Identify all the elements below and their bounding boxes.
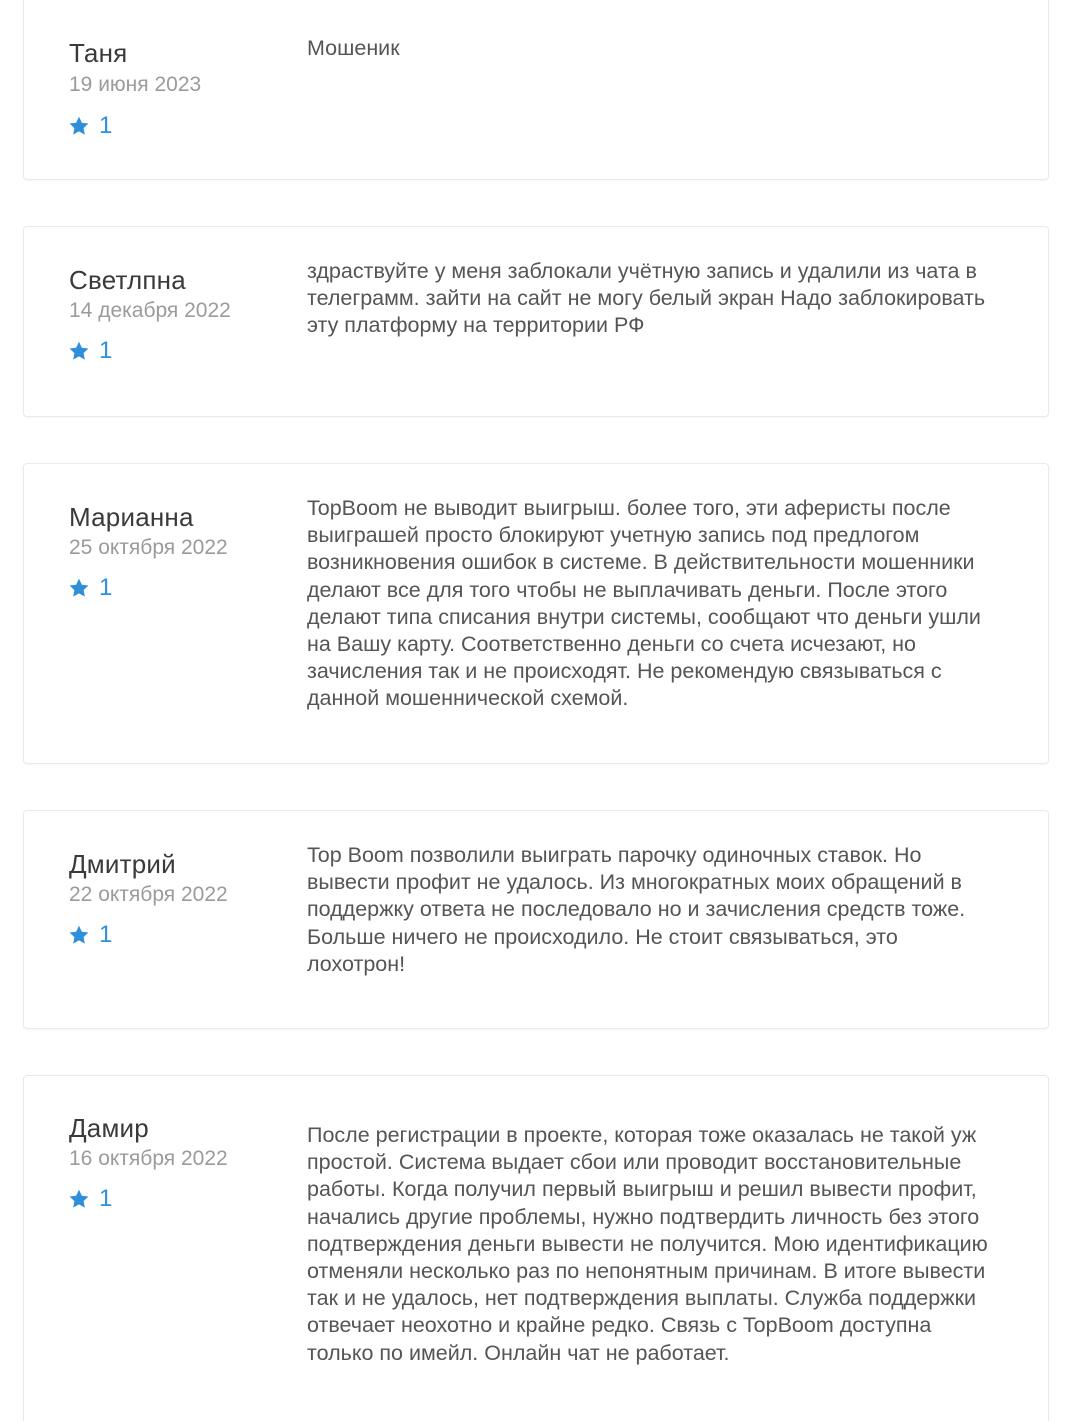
review-card [23,810,1049,1029]
review-date: 19 июня 2023 [69,73,202,96]
review-rating [68,1185,112,1213]
review-card [23,463,1049,764]
review-card [23,226,1049,417]
review-date: 25 октября 2022 [69,536,228,559]
review-date: 14 декабря 2022 [69,299,231,322]
review-author: Светлпна [69,265,186,295]
rating-value: 1 [99,337,113,364]
star-icon [68,1188,90,1210]
review-rating [68,921,112,949]
review-rating [68,112,112,140]
review-text: Мошеник [307,36,400,60]
review-card [23,1075,1049,1421]
review-date: 16 октября 2022 [69,1147,228,1170]
review-rating [68,574,112,602]
rating-value: 1 [99,1185,113,1212]
star-icon [68,577,90,599]
review-text: После регистрации в проекте, которая тоже оказалась не такой уж простой. Система выдает сбои или проводит восстановительные работы. Когда получил первый выигрыш и решил вывести профит, начались другие проблемы, нужно подтвердить личность без этого подтверждения деньги вывести не получится. Мою идентификацию отменяли несколько раз по непонятным причинам. В итоге вывести так и не удалось, нет подтверждения выплаты. Служба поддержки отвечает неохотно и крайне редко. Связь с TopBoom доступна только по имейл. Онлайн чат не работает. [307,1123,988,1365]
review-date: 22 октября 2022 [69,883,228,906]
review-author: Таня [69,38,128,68]
review-author: Дмитрий [69,849,176,879]
review-text: TopBoom не выводит выигрыш. более того, эти аферисты после выиграшей просто блокируют учетную запись под предлогом возникновения ошибок в системе. В действительности мошенники делают все для того чтобы не выплачивать деньги. После этого делают типа списания внутри системы, сообщают что деньги ушли на Вашу карту. Соответственно деньги со счета исчезают, но зачисления так и не происходят. Не рекомендую связываться с данной мошеннической схемой. [307,496,981,711]
rating-value: 1 [99,574,113,601]
rating-value: 1 [99,921,113,948]
review-card [23,0,1049,180]
review-author: Марианна [69,502,194,532]
review-author: Дамир [69,1113,149,1143]
star-icon [68,340,90,362]
star-icon [68,115,90,137]
star-icon [68,924,90,946]
rating-value: 1 [99,112,113,139]
review-text: Top Boom позволили выиграть парочку одиночных ставок. Но вывести профит не удалось. Из многократных моих обращений в поддержку ответа не последовало но и зачисления средств тоже. Больше ничего не происходило. Не стоит связываться, это лохотрон! [307,843,966,976]
review-text: здраствуйте у меня заблокали учётную запись и удалили из чата в телеграмм. зайти на сайт не могу белый экран Надо заблокировать эту платформу на территории РФ [307,259,986,338]
review-rating [68,337,112,365]
